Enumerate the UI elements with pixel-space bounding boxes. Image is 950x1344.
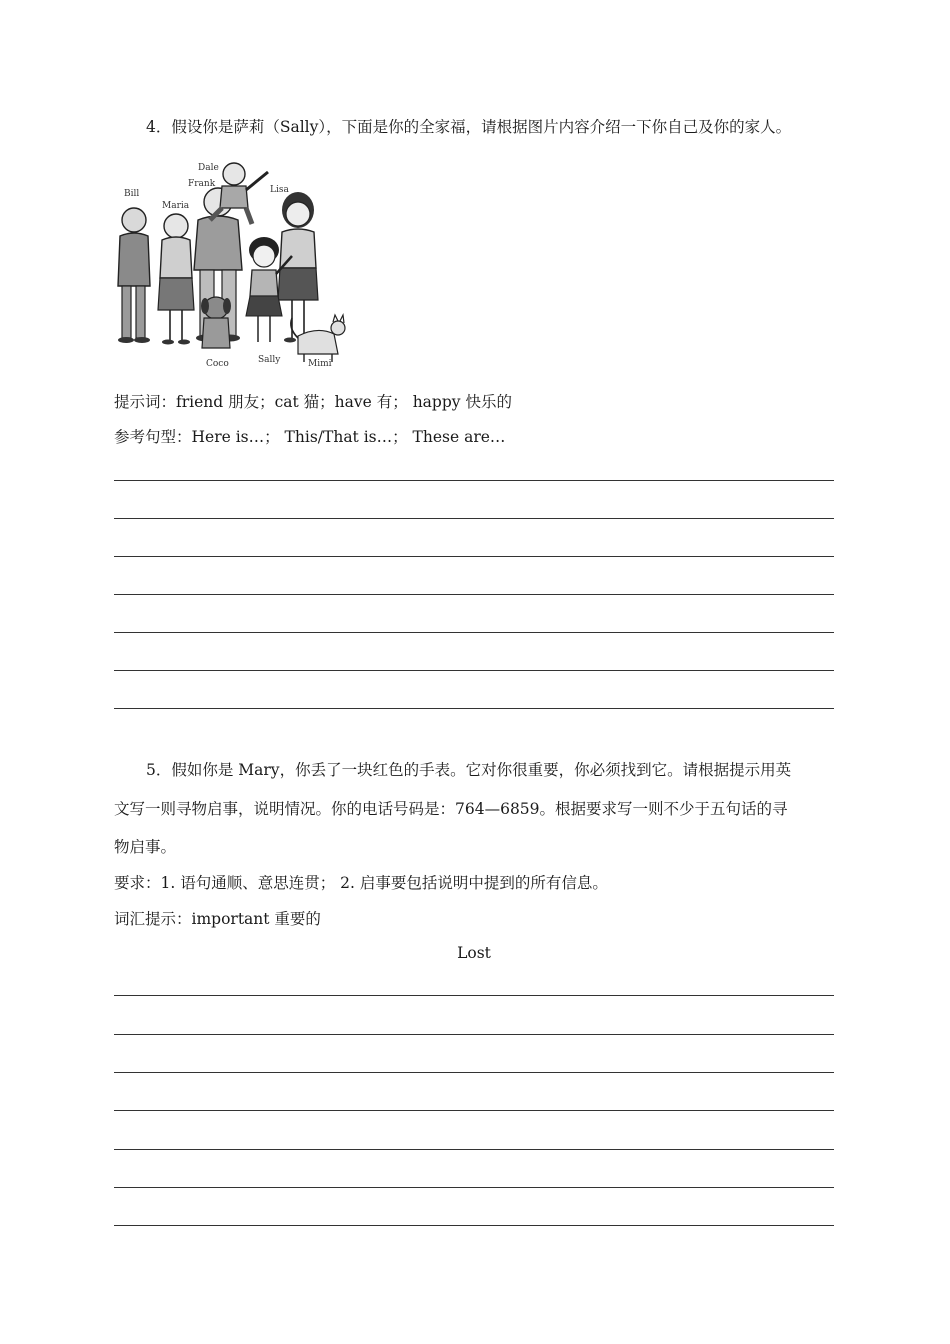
figure-coco-dog (201, 297, 231, 348)
label-dale: Dale (198, 163, 219, 173)
q4-writing-line[interactable] (114, 480, 834, 481)
figure-bill (118, 208, 150, 343)
q5-notice-title: Lost (457, 944, 491, 962)
label-bill: Bill (124, 189, 140, 199)
q5-prompt-line2: 文写一则寻物启事，说明情况。你的电话号码是：764—6859。根据要求写一则不少于五句话的寻 (114, 800, 788, 818)
q5-writing-line[interactable] (114, 1149, 834, 1150)
q5-writing-line[interactable] (114, 1110, 834, 1111)
q5-writing-line[interactable] (114, 1034, 834, 1035)
q5-writing-line[interactable] (114, 995, 834, 996)
q4-prompt: 4．假设你是萨莉（Sally），下面是你的全家福，请根据图片内容介绍一下你自己及你的家人。 (146, 118, 792, 136)
label-lisa: Lisa (270, 185, 289, 195)
label-coco: Coco (206, 359, 229, 369)
q5-prompt-line3: 物启事。 (114, 838, 177, 856)
figure-mimi-cat (291, 315, 345, 362)
q4-writing-line[interactable] (114, 594, 834, 595)
q5-requirements: 要求：1. 语句通顺、意思连贯； 2. 启事要包括说明中提到的所有信息。 (114, 874, 608, 892)
q4-sentence-patterns: 参考句型：Here is…； This/That is…； These are… (114, 428, 506, 446)
label-maria: Maria (162, 201, 190, 211)
label-mimi: Mimi (308, 359, 332, 369)
q4-writing-line[interactable] (114, 670, 834, 671)
q5-writing-line[interactable] (114, 1225, 834, 1226)
q5-writing-line[interactable] (114, 1187, 834, 1188)
label-sally: Sally (258, 355, 281, 365)
label-frank: Frank (188, 179, 216, 189)
family-photo-illustration (112, 158, 352, 370)
q4-writing-line[interactable] (114, 632, 834, 633)
q4-writing-line[interactable] (114, 708, 834, 709)
q4-writing-line[interactable] (114, 518, 834, 519)
q5-writing-line[interactable] (114, 1072, 834, 1073)
figure-lisa (278, 192, 318, 343)
q5-prompt-line1: 5．假如你是 Mary，你丢了一块红色的手表。它对你很重要，你必须找到它。请根据提示用英 (146, 761, 792, 779)
figure-maria (158, 214, 194, 345)
q4-writing-line[interactable] (114, 556, 834, 557)
q5-vocab-hint: 词汇提示：important 重要的 (114, 910, 321, 928)
q4-hint-words: 提示词：friend 朋友；cat 猫；have 有； happy 快乐的 (114, 393, 512, 411)
